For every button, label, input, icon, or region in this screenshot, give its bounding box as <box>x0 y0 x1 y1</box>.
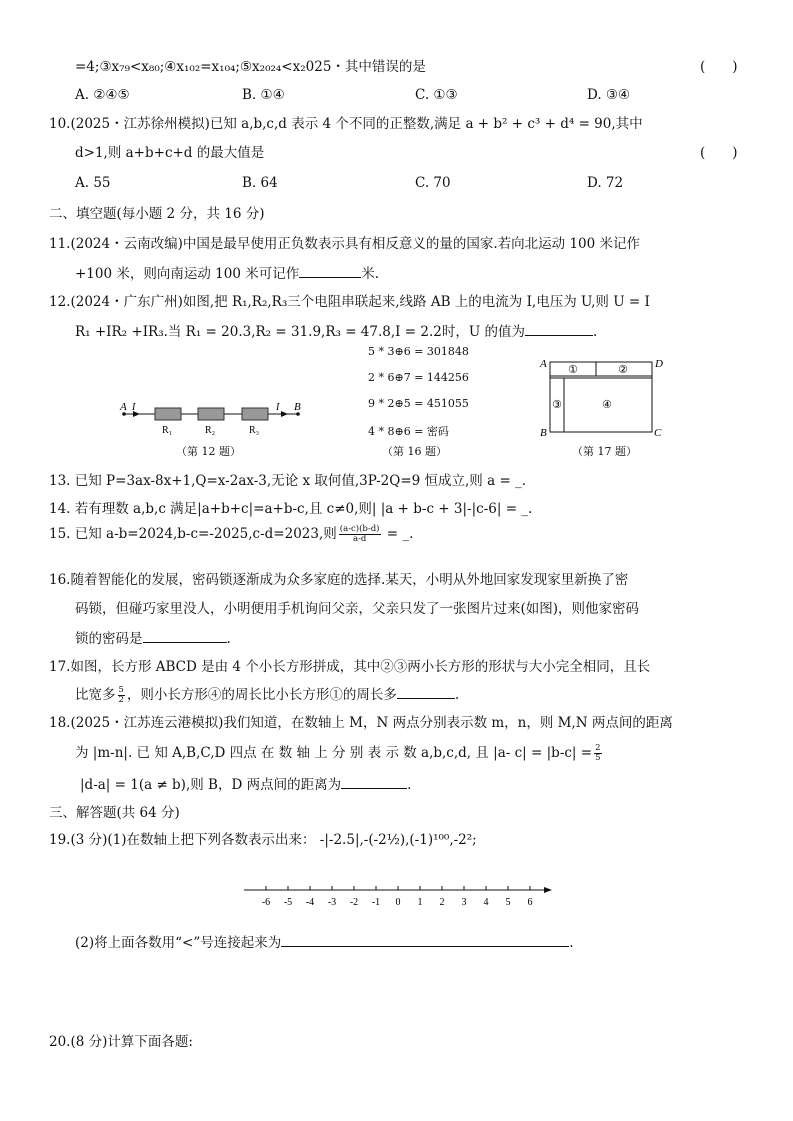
q19-part2 <box>75 933 574 952</box>
q9-option-a: A. ②④⑤ <box>75 87 130 103</box>
q16-line2: 码锁，但碰巧家里没人，小明便用手机询问父亲，父亲只发了一张图片过来(如图)，则他家密码 <box>75 601 640 617</box>
section-fill-blank-heading: 二、填空题(每小题 2 分，共 16 分) <box>49 206 265 222</box>
fig17-caption: （第 17 题） <box>572 445 637 458</box>
number-line-tick-label: -3 <box>327 897 337 908</box>
vertex-b-label: B <box>540 427 547 439</box>
q18-text-b: |d-a| = 1(a ≠ b),则 B，D 两点间的距离为 <box>80 777 342 793</box>
q16-line3 <box>75 629 231 648</box>
number-line-tick-label: -2 <box>349 897 359 908</box>
q10-answer-paren: ( ) <box>700 145 738 161</box>
q11-answer-blank[interactable] <box>299 264 361 278</box>
q9-option-c: C. ①③ <box>415 87 458 103</box>
resistor-r1-label: R₁ <box>162 425 173 436</box>
number-line-tick-label: 3 <box>461 897 467 908</box>
current-label-left: I <box>132 402 136 413</box>
q15-fraction <box>339 525 381 544</box>
q15-text-a: 15. 已知 a-b=2024,b-c=-2025,c-d=2023,则 <box>49 526 337 542</box>
q16-line1: 16.随着智能化的发展，密码锁逐渐成为众多家庭的选择.某天，小明从外地回家发现家里新换了密 <box>49 572 629 588</box>
q19-part2-end: . <box>569 935 574 951</box>
q17-fraction-denominator: 2 <box>118 695 124 705</box>
region-1-label: ① <box>568 363 578 376</box>
vertex-d-label: D <box>655 358 663 370</box>
number-line <box>240 880 560 910</box>
point-a-label: A <box>120 401 127 413</box>
resistor-r2-label: R₂ <box>205 425 216 436</box>
q18-text-c: . <box>407 777 412 793</box>
q11-text-b: 米. <box>361 266 380 282</box>
q10-option-a: A. 55 <box>75 175 111 191</box>
code-puzzle-line-1: 5 * 3⊕6 = 301848 <box>368 345 469 358</box>
q17-text-c: . <box>454 687 460 703</box>
fig12-caption: （第 12 题） <box>176 445 241 458</box>
q18-line1: 18.(2025・江苏连云港模拟)我们知道，在数轴上 M，N 两点分别表示数 m，n，则 M,N 两点间的距离 <box>49 715 673 731</box>
fig16-caption: （第 16 题） <box>382 445 447 458</box>
q11-line1: 11.(2024・云南改编)中国是最早使用正负数表示具有相反意义的量的国家.若向北运动 100 米记作 <box>49 236 640 252</box>
q15-fraction-numerator: (a-c)(b-d) <box>339 524 380 534</box>
q16-text-b: . <box>226 631 231 647</box>
region-2-label: ② <box>618 363 628 376</box>
q10-line2: d>1,则 a+b+c+d 的最大值是 <box>75 145 265 161</box>
q17-line1: 17.如图，长方形 ABCD 是由 4 个小长方形拼成，其中②③两小长方形的形状与大小完全相同，且长 <box>49 659 651 675</box>
code-puzzle-line-2: 2 * 6⊕7 = 144256 <box>368 371 469 384</box>
q9-option-b: B. ①④ <box>242 87 285 103</box>
q16-answer-blank[interactable] <box>143 629 227 643</box>
circuit-diagram <box>118 398 308 438</box>
point-b-label: B <box>294 401 301 413</box>
q12-text-a: R₁ +IR₂ +IR₃.当 R₁ = 20.3,R₂ = 31.9,R₃ = 47.8,I = 2.2时，U 的值为 <box>75 324 526 340</box>
q20-text: 20.(8 分)计算下面各题: <box>49 1034 193 1050</box>
q10-line1: 10.(2025・江苏徐州模拟)已知 a,b,c,d 表示 4 个不同的正整数,满足 a + b² + c³ + d⁴ = 90,其中 <box>49 116 643 132</box>
q17-answer-blank[interactable] <box>397 685 455 699</box>
q12-answer-blank[interactable] <box>525 322 593 336</box>
q17-line2 <box>75 685 459 705</box>
q10-option-b: B. 64 <box>242 175 278 191</box>
number-line-tick-label: 4 <box>483 897 489 908</box>
q19-answer-blank[interactable] <box>281 933 569 947</box>
vertex-a-label: A <box>540 358 547 370</box>
q17-text-a: 比宽多 <box>75 687 116 703</box>
q13-text: 13. 已知 P=3ax-8x+1,Q=x-2ax-3,无论 x 取何值,3P-2Q=9 恒成立,则 a = _. <box>49 473 527 489</box>
number-line-tick-label: -5 <box>283 897 293 908</box>
q10-option-c: C. 70 <box>415 175 451 191</box>
number-line-tick-label: -4 <box>305 897 315 908</box>
q17-fraction <box>118 686 125 705</box>
q11-line2 <box>75 264 379 283</box>
q9-text: =4;③x₇₉<x₈₀;④x₁₀₂=x₁₀₄;⑤x₂₀₂₄<x₂025・其中错误的是 <box>75 59 426 75</box>
region-4-label: ④ <box>602 398 612 411</box>
q10-option-d: D. 72 <box>587 175 624 191</box>
q17-fraction-numerator: 5 <box>118 685 124 695</box>
q19-part2-text: (2)将上面各数用“<”号连接起来为 <box>75 935 282 951</box>
q15-text <box>49 525 413 544</box>
number-line-tick-label: 6 <box>527 897 533 908</box>
q18-fraction <box>594 744 601 763</box>
q18-line3 <box>80 775 411 794</box>
vertex-c-label: C <box>654 427 662 439</box>
q18-fraction-denominator: 5 <box>595 753 601 763</box>
q12-line2 <box>75 322 597 341</box>
region-3-label: ③ <box>552 398 562 411</box>
q15-text-b: = _. <box>382 526 414 542</box>
number-line-tick-label: -1 <box>371 897 381 908</box>
number-line-tick-label: 2 <box>439 897 445 908</box>
number-line-tick-label: -6 <box>261 897 271 908</box>
q9-answer-paren: ( ) <box>700 59 738 75</box>
q14-text: 14. 若有理数 a,b,c 满足|a+b+c|=a+b-c,且 c≠0,则| |a + b-c + 3|-|c-6| = _. <box>49 501 533 517</box>
q19-line1: 19.(3 分)(1)在数轴上把下列各数表示出来： -|-2.5|,-(-2½),(-1)¹⁰⁰,-2²; <box>49 832 477 848</box>
q18-fraction-numerator: 2 <box>595 743 601 753</box>
q12-text-b: . <box>593 324 598 340</box>
current-label-right: I <box>276 402 280 413</box>
q18-line2 <box>75 744 604 763</box>
q9-option-d: D. ③④ <box>587 87 631 103</box>
number-line-tick-label: 0 <box>395 897 401 908</box>
resistor-r3-label: R₃ <box>249 425 260 436</box>
q16-text-a: 锁的密码是 <box>75 631 143 647</box>
q18-answer-blank[interactable] <box>341 775 407 789</box>
code-puzzle-line-3: 9 * 2⊕5 = 451055 <box>368 397 469 410</box>
number-line-tick-label: 5 <box>505 897 511 908</box>
rectangle-diagram <box>538 355 668 441</box>
q12-line1: 12.(2024・广东广州)如图,把 R₁,R₂,R₃三个电阻串联起来,线路 AB 上的电流为 I,电压为 U,则 U = I <box>49 294 650 310</box>
q15-fraction-denominator: a-d <box>352 534 367 544</box>
number-line-tick-label: 1 <box>417 897 423 908</box>
code-puzzle-line-4: 4 * 8⊕6 = 密码 <box>368 425 449 438</box>
q11-text-a: +100 米，则向南运动 100 米可记作 <box>75 266 300 282</box>
section-solutions-heading: 三、解答题(共 64 分) <box>49 805 180 821</box>
q18-text-a: 为 |m-n|. 已 知 A,B,C,D 四点 在 数 轴 上 分 别 表 示 数 a,b,c,d, 且 |a- c| = |b-c| = <box>75 745 593 761</box>
q17-text-b: ，则小长方形④的周长比小长方形①的周长多 <box>126 687 397 703</box>
